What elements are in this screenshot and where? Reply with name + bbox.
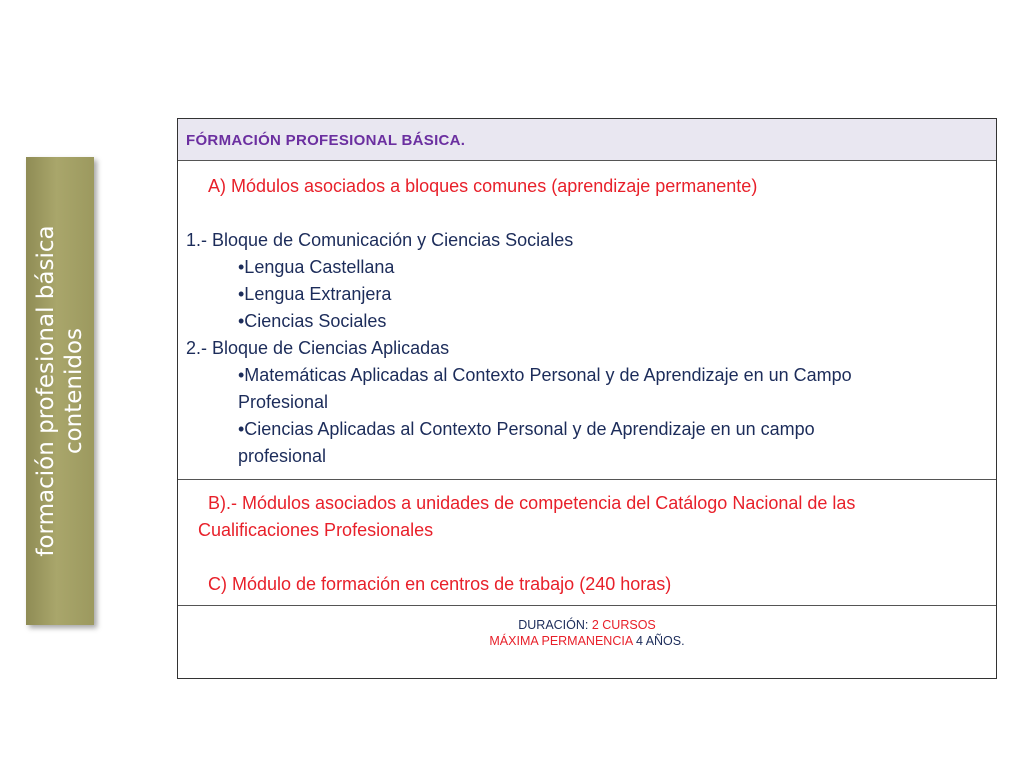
duration-value: 2 CURSOS bbox=[591, 618, 656, 632]
block1-item: •Ciencias Sociales bbox=[238, 311, 387, 331]
block2-item: •Matemáticas Aplicadas al Contexto Personal y de Aprendizaje en un Campo bbox=[238, 365, 852, 385]
table-header: FÓRMACIÓN PROFESIONAL BÁSICA. bbox=[186, 132, 466, 149]
duration-line bbox=[178, 617, 996, 633]
section-b-line1: B).- Módulos asociados a unidades de competencia del Catálogo Nacional de las bbox=[208, 493, 856, 513]
side-title bbox=[32, 161, 88, 621]
block1-title: 1.- Bloque de Comunicación y Ciencias Sociales bbox=[186, 230, 574, 250]
footer-row bbox=[178, 606, 996, 678]
duration-label: DURACIÓN: bbox=[518, 618, 592, 632]
section-a-title: A) Módulos asociados a bloques comunes (aprendizaje permanente) bbox=[208, 176, 758, 196]
permanence-line bbox=[178, 633, 996, 649]
side-title-bar bbox=[26, 157, 94, 625]
side-title-line1: formación profesional básica bbox=[33, 225, 59, 557]
block2-item-cont: profesional bbox=[238, 446, 327, 466]
side-title-line2: contenidos bbox=[61, 327, 87, 455]
block1-item: •Lengua Extranjera bbox=[238, 284, 392, 304]
block2-item: •Ciencias Aplicadas al Contexto Personal y de Aprendizaje en un campo bbox=[238, 419, 815, 439]
block2-title: 2.- Bloque de Ciencias Aplicadas bbox=[186, 338, 450, 358]
section-a-row bbox=[178, 161, 996, 480]
section-c: C) Módulo de formación en centros de trabajo (240 horas) bbox=[208, 574, 672, 594]
permanence-value: 4 AÑOS. bbox=[635, 634, 685, 648]
block2-item-cont: Profesional bbox=[238, 392, 329, 412]
table-header-row bbox=[178, 119, 996, 161]
content-table bbox=[177, 118, 997, 679]
block1-item: •Lengua Castellana bbox=[238, 257, 395, 277]
permanence-label: MÁXIMA PERMANENCIA bbox=[489, 634, 636, 648]
section-bc-row bbox=[178, 480, 996, 606]
section-b-line2: Cualificaciones Profesionales bbox=[198, 520, 434, 540]
